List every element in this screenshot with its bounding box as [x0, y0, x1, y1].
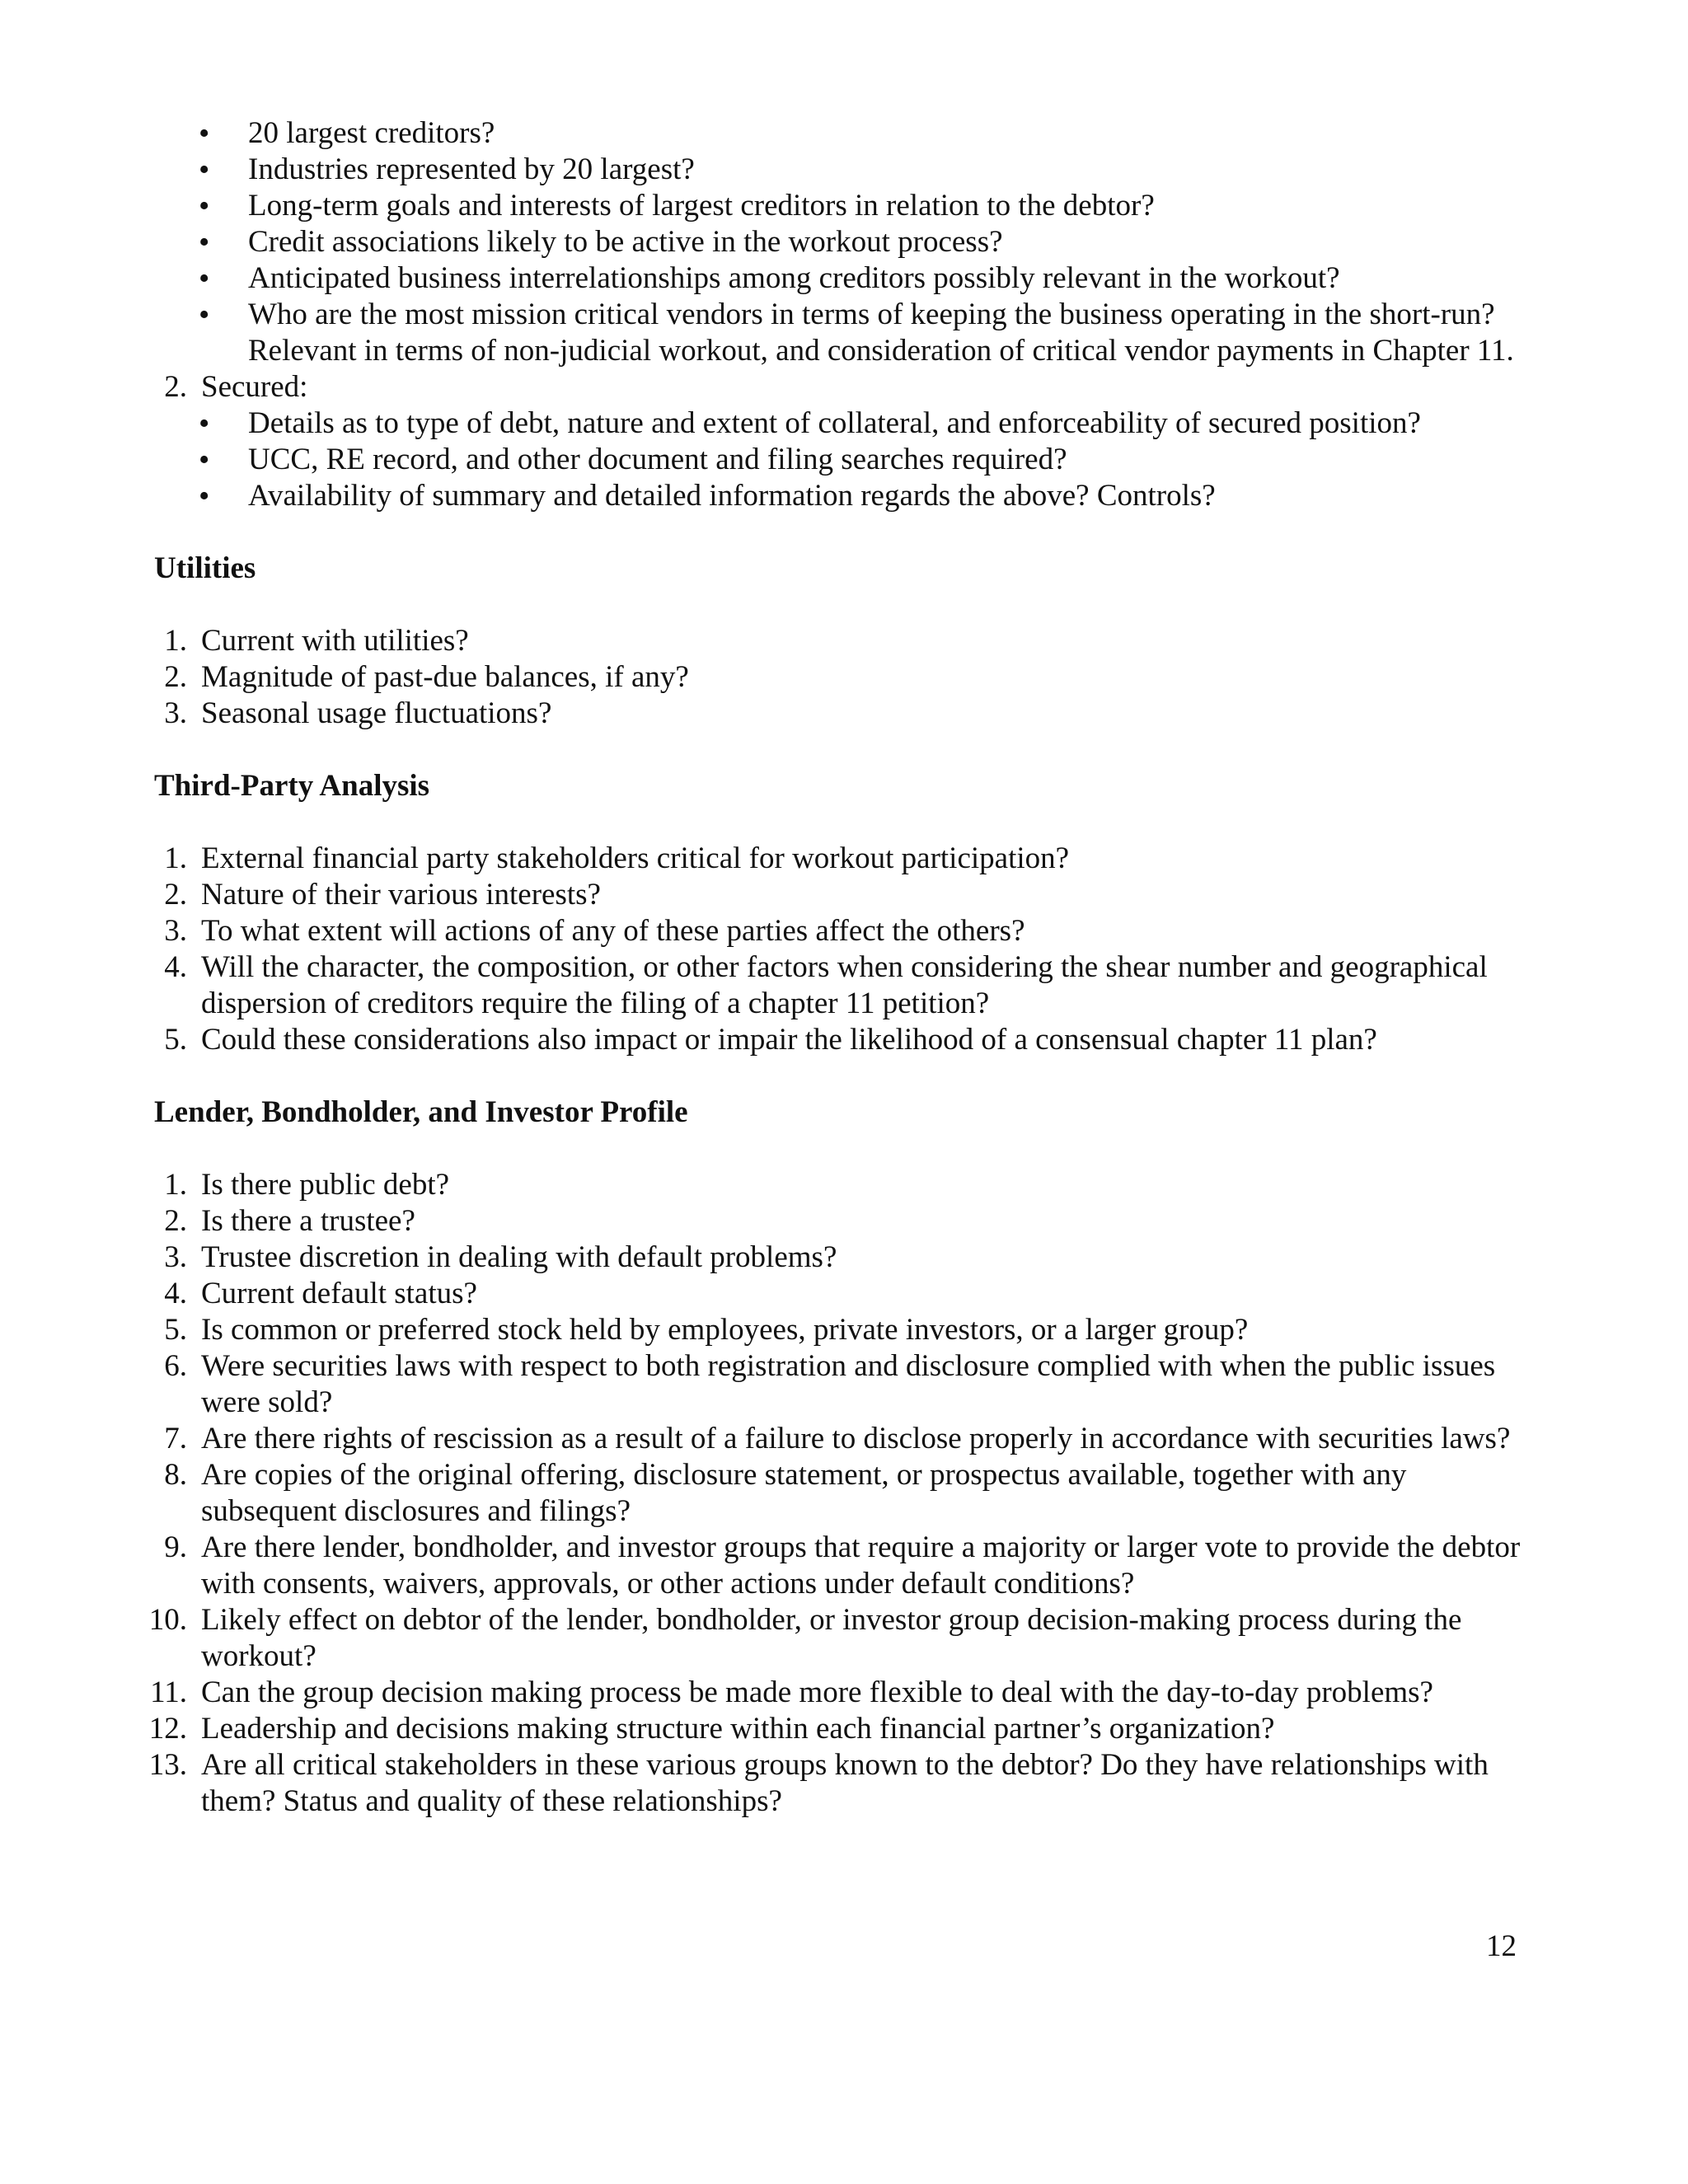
creditor-bullet-list: [154, 115, 1539, 369]
list-item: [154, 696, 1539, 732]
list-item: [154, 623, 1539, 659]
list-text: Likely effect on debtor of the lender, bondholder, or investor group decision-making process during the workout?: [201, 1603, 1462, 1673]
section-heading-third-party: Third-Party Analysis: [154, 769, 430, 803]
list-item: • Anticipated business interrelationships among creditors possibly relevant in the workout?: [154, 260, 1539, 297]
list-item: [154, 1457, 1539, 1530]
list-text: Are there rights of rescission as a result of a failure to disclose properly in accordance with securities laws?: [201, 1422, 1511, 1455]
list-number: 5.: [164, 1313, 187, 1347]
document-page: [148, 115, 1539, 1820]
list-item: • Availability of summary and detailed information regards the above? Controls?: [154, 478, 1539, 514]
list-item: • Who are the most mission critical vendors in terms of keeping the business operating in the short-run? Relevant in terms of non-judicial workout, and consideration of critical vendor payments in Chapter 11.: [154, 297, 1539, 369]
list-item: • UCC, RE record, and other document and filing searches required?: [154, 442, 1539, 478]
list-number: 9.: [164, 1530, 187, 1564]
list-item: • Credit associations likely to be active in the workout process?: [154, 224, 1539, 260]
list-item: [154, 1203, 1539, 1240]
list-text: Current with utilities?: [201, 624, 469, 658]
list-number: 4.: [164, 1277, 187, 1310]
list-item: [148, 1747, 1539, 1820]
list-item: [154, 949, 1539, 1022]
list-number: 3.: [164, 1240, 187, 1274]
list-text: Trustee discretion in dealing with default problems?: [201, 1240, 837, 1274]
section-heading-lender-profile: Lender, Bondholder, and Investor Profile: [154, 1095, 688, 1129]
list-item: [154, 1240, 1539, 1276]
list-item: [154, 1421, 1539, 1457]
list-number: 1.: [164, 624, 187, 658]
list-item: [154, 913, 1539, 949]
secured-label: Secured:: [201, 370, 308, 404]
third-party-list: [154, 841, 1539, 1058]
list-text: Will the character, the composition, or other factors when considering the shear number and geographical dispersion of creditors require the filing of a chapter 11 petition?: [201, 950, 1488, 1020]
list-item: • 20 largest creditors?: [154, 115, 1539, 152]
page-number: 12: [1486, 1929, 1517, 1963]
list-item: [154, 1022, 1539, 1058]
list-number: 11.: [150, 1675, 187, 1709]
list-number: 6.: [164, 1349, 187, 1383]
list-number: 1.: [164, 841, 187, 875]
list-text: Is there public debt?: [201, 1168, 450, 1202]
list-number: 2.: [164, 370, 187, 404]
list-number: 2.: [164, 1204, 187, 1238]
list-text: Magnitude of past-due balances, if any?: [201, 660, 689, 694]
list-number: 2.: [164, 878, 187, 912]
secured-item: [154, 369, 1539, 514]
list-text: Could these considerations also impact or impair the likelihood of a consensual chapter 11 plan?: [201, 1023, 1377, 1057]
list-text: External financial party stakeholders critical for workout participation?: [201, 841, 1070, 875]
list-item: [154, 1276, 1539, 1312]
list-item: [150, 1675, 1539, 1711]
list-number: 10.: [148, 1603, 187, 1637]
list-text: Are all critical stakeholders in these various groups known to the debtor? Do they have relationships with them? Status and quality of these relationships?: [201, 1748, 1489, 1818]
list-text: Current default status?: [201, 1277, 477, 1310]
list-text: Are there lender, bondholder, and investor groups that require a majority or larger vote to provide the debtor with consents, waivers, approvals, or other actions under default conditions?: [201, 1530, 1521, 1601]
list-number: 5.: [164, 1023, 187, 1057]
list-text: Leadership and decisions making structure within each financial partner’s organization?: [201, 1712, 1275, 1746]
list-item: • Details as to type of debt, nature and extent of collateral, and enforceability of secured position?: [154, 405, 1539, 442]
list-item: [148, 1711, 1539, 1747]
list-text: Is there a trustee?: [201, 1204, 415, 1238]
utilities-list: [154, 623, 1539, 732]
section-heading-utilities: Utilities: [154, 551, 256, 585]
list-text: Seasonal usage fluctuations?: [201, 696, 552, 730]
list-number: 4.: [164, 950, 187, 984]
list-number: 1.: [164, 1168, 187, 1202]
list-item: [154, 1530, 1539, 1602]
list-number: 2.: [164, 660, 187, 694]
lender-profile-list: [148, 1167, 1539, 1820]
list-text: Were securities laws with respect to both registration and disclosure complied with when the public issues were sold?: [201, 1349, 1496, 1419]
list-item: [154, 1348, 1539, 1421]
list-text: Are copies of the original offering, disclosure statement, or prospectus available, together with any subsequent disclosures and filings?: [201, 1458, 1407, 1528]
list-item: [154, 1312, 1539, 1348]
list-number: 7.: [164, 1422, 187, 1455]
list-number: 8.: [164, 1458, 187, 1492]
list-item: • Long-term goals and interests of largest creditors in relation to the debtor?: [154, 188, 1539, 224]
list-item: [154, 659, 1539, 696]
list-item: • Industries represented by 20 largest?: [154, 152, 1539, 188]
secured-bullet-list: [201, 405, 1539, 514]
list-number: 13.: [148, 1748, 187, 1782]
list-text: Is common or preferred stock held by employees, private investors, or a larger group?: [201, 1313, 1249, 1347]
list-text: Can the group decision making process be made more flexible to deal with the day-to-day problems?: [201, 1675, 1433, 1709]
list-item: [154, 1167, 1539, 1203]
list-text: To what extent will actions of any of these parties affect the others?: [201, 914, 1025, 948]
list-item: [154, 877, 1539, 913]
list-item: [154, 841, 1539, 877]
list-item: [148, 1602, 1539, 1675]
list-number: 3.: [164, 696, 187, 730]
list-number: 3.: [164, 914, 187, 948]
list-text: Nature of their various interests?: [201, 878, 601, 912]
list-number: 12.: [148, 1712, 187, 1746]
